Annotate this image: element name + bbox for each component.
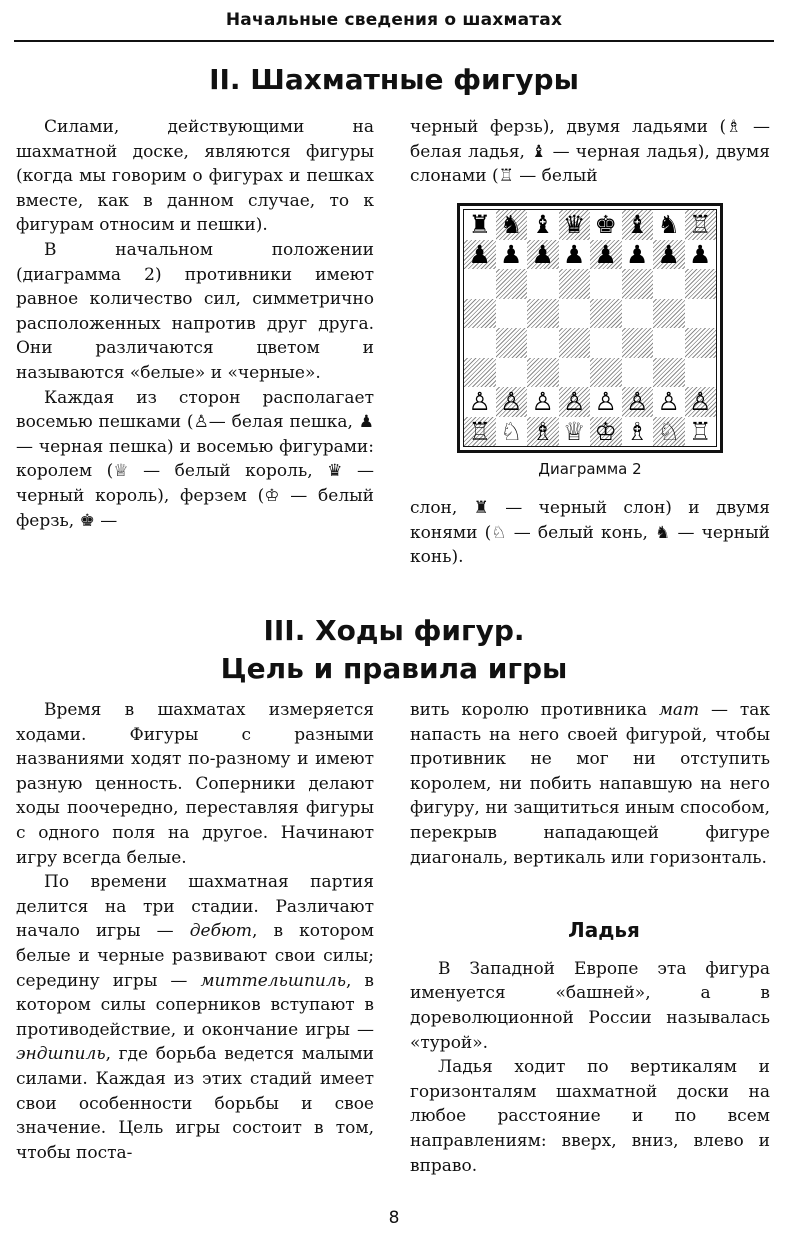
- chess-piece: ♕: [563, 416, 586, 446]
- chess-piece: ♟: [626, 239, 649, 269]
- chess-piece: ♟: [563, 239, 586, 269]
- board-square: [653, 269, 685, 299]
- chess-piece: ♙: [531, 387, 554, 417]
- board-square: [559, 210, 591, 240]
- chess-piece: ♚: [594, 210, 617, 240]
- board-square: [590, 387, 622, 417]
- board-square: [527, 358, 559, 388]
- board-square: [527, 240, 559, 270]
- paragraph: По времени шахматная партия делится на три стадии. Различают начало игры — дебют, в котором белые и черные развивают свои силы; середину игры — миттельшпиль, в котором силы соперников вступают в противодействие, и окончание игры — эндшпиль, где борьба ведется малыми силами. Каждая из этих стадий имеет свои особенности борьбы и свое значение. Цель игры состоит в том, чтобы поста-: [16, 872, 374, 1163]
- board-square: [559, 417, 591, 447]
- board-square: [653, 210, 685, 240]
- paragraph: Ладья ходит по вертикалям и горизонталям шахматной доски на любое расстояние и по всем направлениям: вверх, вниз, влево и вправо.: [410, 1057, 770, 1176]
- board-square: [496, 358, 528, 388]
- board-square: [464, 387, 496, 417]
- paragraph: В Западной Европе эта фигура именуется «башней», а в дореволюционной России называлась «турой».: [410, 958, 770, 1053]
- running-header: Начальные сведения о шахматах: [225, 10, 563, 30]
- board-square: [622, 328, 654, 358]
- board-square: [622, 240, 654, 270]
- board-square: [559, 240, 591, 270]
- board-square: [622, 417, 654, 447]
- paragraph: Силами, действующими на шахматной доске, являются фигуры (когда мы говорим о фигурах и пешках вместе, как в данном случае, то к фигурам относим и пешки).: [16, 117, 374, 236]
- board-square: [622, 269, 654, 299]
- board-square: [527, 387, 559, 417]
- chess-piece: ♙: [563, 387, 586, 417]
- board-square: [590, 299, 622, 329]
- chess-piece: ♗: [531, 416, 554, 446]
- board-square: [464, 240, 496, 270]
- paragraph: черный ферзь), двумя ладьями (♗ — белая ладья, ♝ — черная ладья), двумя слонами (♖ — белый: [410, 117, 770, 187]
- board-square: [590, 210, 622, 240]
- board-square: [622, 299, 654, 329]
- chess-piece: ♗: [626, 416, 649, 446]
- board-square: [622, 387, 654, 417]
- chess-piece: ♙: [657, 387, 680, 417]
- paragraph: Время в шахматах измеряется ходами. Фигуры с разными названиями ходят по-разному и имеют разную ценность. Соперники делают ходы поочередно, переставляя фигуры с одного поля на другое. Начинают игру всегда белые.: [16, 700, 374, 868]
- chess-board-diagram: [457, 203, 723, 453]
- chess-piece: ♘: [500, 416, 523, 446]
- board-square: [496, 299, 528, 329]
- board-square: [685, 299, 717, 329]
- board-square: [590, 417, 622, 447]
- chess-piece: ♞: [657, 210, 680, 240]
- board-square: [464, 299, 496, 329]
- section-2-title: II. Шахматные фигуры: [209, 63, 579, 96]
- board-square: [464, 328, 496, 358]
- paragraph: Каждая из сторон располагает восемью пешками (♙— белая пешка, ♟ — черная пешка) и восемью фигурами: королем (♕ — белый король, ♛ — черный король), ферзем (♔ — белый ферзь, ♚ —: [16, 387, 374, 531]
- chess-piece: ♝: [531, 210, 554, 240]
- board-square: [559, 328, 591, 358]
- chess-piece: ♟: [594, 239, 617, 269]
- section-3-column-right: [410, 698, 770, 1178]
- board-square: [590, 269, 622, 299]
- header-divider: [14, 40, 774, 42]
- board-square: [464, 417, 496, 447]
- board-square: [496, 328, 528, 358]
- board-square: [559, 358, 591, 388]
- board-square: [464, 210, 496, 240]
- page-number: 8: [388, 1208, 400, 1228]
- chess-piece: ♙: [594, 387, 617, 417]
- chess-piece: ♔: [594, 416, 617, 446]
- board-square: [653, 387, 685, 417]
- chess-piece: ♟: [468, 239, 491, 269]
- chess-piece: ♟: [500, 239, 523, 269]
- paragraph: В начальном положении (диаграмма 2) противники имеют равное количество сил, симметрично расположенных напротив друг друга. Они различаются цветом и называются «белые» и «черные».: [16, 239, 374, 383]
- section-3-title-line-2: Цель и правила игры: [220, 652, 568, 685]
- board-square: [527, 269, 559, 299]
- paragraph: вить королю противника мат — так напасть на него своей фигурой, чтобы противник не мог ни отступить королем, ни побить напавшую на него фигуру, ни защититься иным способом, перекрыв нападающей фигуре диагональ, вертикаль или горизонталь.: [410, 700, 770, 868]
- chess-piece: ♟: [689, 239, 712, 269]
- board-square: [590, 240, 622, 270]
- chess-piece: ♘: [657, 416, 680, 446]
- board-square: [653, 240, 685, 270]
- chess-piece: ♙: [689, 387, 712, 417]
- board-square: [622, 358, 654, 388]
- section-2-column-right-bottom: [410, 496, 770, 570]
- board-square: [496, 210, 528, 240]
- chess-piece: ♟: [531, 239, 554, 269]
- board-square: [685, 269, 717, 299]
- section-2-column-right-top: [410, 115, 770, 189]
- chess-piece: ♞: [500, 210, 523, 240]
- board-square: [685, 210, 717, 240]
- board-square: [653, 358, 685, 388]
- board-square: [559, 299, 591, 329]
- chess-board-grid: [463, 209, 717, 447]
- board-square: [496, 269, 528, 299]
- board-square: [653, 299, 685, 329]
- chess-piece: ♖: [689, 416, 712, 446]
- board-square: [464, 358, 496, 388]
- board-square: [590, 328, 622, 358]
- chess-piece: ♛: [563, 210, 586, 240]
- chess-piece: ♝: [626, 210, 649, 240]
- board-square: [685, 417, 717, 447]
- chess-piece: ♖: [468, 416, 491, 446]
- subsection-title-rook: Ладья: [568, 918, 640, 943]
- board-square: [685, 328, 717, 358]
- board-square: [685, 358, 717, 388]
- paragraph: слон, ♜ — черный слон) и двумя конями (♘ — белый конь, ♞ — черный конь).: [410, 498, 770, 568]
- board-square: [685, 240, 717, 270]
- board-square: [496, 387, 528, 417]
- board-square: [653, 417, 685, 447]
- chess-piece: ♙: [468, 387, 491, 417]
- board-square: [653, 328, 685, 358]
- board-square: [527, 210, 559, 240]
- board-square: [496, 417, 528, 447]
- board-square: [496, 240, 528, 270]
- board-square: [622, 210, 654, 240]
- board-square: [685, 387, 717, 417]
- board-square: [559, 269, 591, 299]
- board-square: [527, 299, 559, 329]
- board-square: [527, 328, 559, 358]
- board-square: [464, 269, 496, 299]
- section-3-column-left: [16, 698, 374, 1165]
- chess-piece: ♜: [468, 210, 491, 240]
- board-square: [559, 387, 591, 417]
- diagram-caption: Диаграмма 2: [538, 460, 642, 478]
- section-3-title-line-1: III. Ходы фигур.: [263, 614, 525, 647]
- board-square: [527, 417, 559, 447]
- chess-piece: ♖: [689, 210, 712, 240]
- chess-piece: ♟: [657, 239, 680, 269]
- chess-piece: ♙: [626, 387, 649, 417]
- chess-piece: ♙: [500, 387, 523, 417]
- section-2-column-left: [16, 115, 374, 533]
- board-square: [590, 358, 622, 388]
